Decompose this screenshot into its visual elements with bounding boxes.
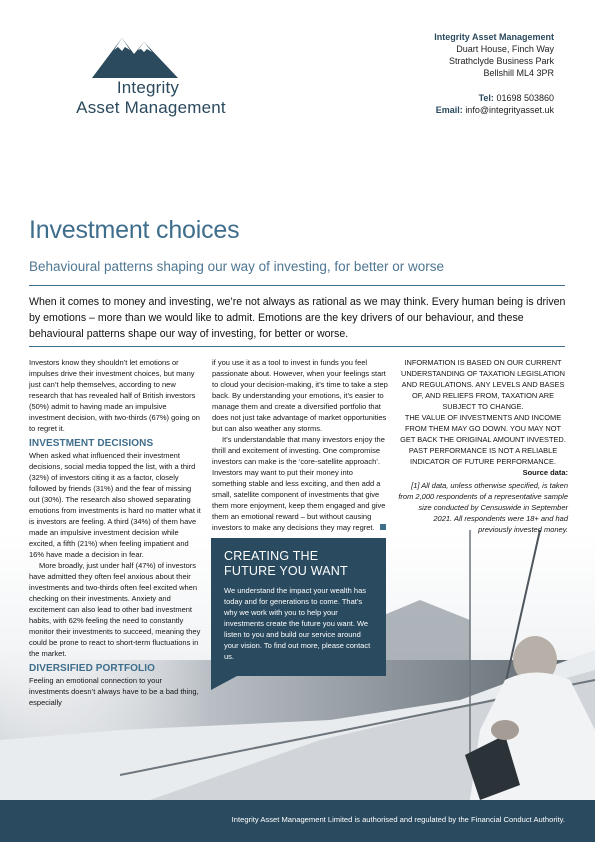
footer-regulatory-text: Integrity Asset Management Limited is authorised and regulated by the Financial Conduct Authority.: [231, 815, 565, 824]
heading-diversified-portfolio: DIVERSIFIED PORTFOLIO: [29, 663, 155, 674]
end-mark-icon: [380, 524, 386, 530]
divider-top: [29, 285, 565, 286]
logo-wordmark-line2: Asset Management: [76, 98, 226, 117]
address-tel: [479, 93, 554, 104]
page-subtitle: Behavioural patterns shaping our way of investing, for better or worse: [29, 259, 444, 274]
promo-box: [211, 538, 386, 676]
col1-paragraph-4: Feeling an emotional connection to your investments doesn’t always have to be a bad thing, especially: [29, 676, 199, 707]
address-company: Integrity Asset Management: [434, 32, 554, 42]
promo-title: [224, 549, 348, 579]
col1-paragraph-3: More broadly, just under half (47%) of investors have admitted they often feel anxious about their investments and two-thirds often feel excited when checking on their investments. Anxiety and excitement can also lead to other bad investment habits, with 62% feeling the need to constantly monitor their investments to succeed, meaning they could be prone to react to short-term fluctuations in the market.: [29, 561, 201, 658]
risk-disclaimer: THE VALUE OF INVESTMENTS AND INCOME FROM THEM MAY GO DOWN. YOU MAY NOT GET BACK THE ORIGINAL AMOUNT INVESTED. PAST PERFORMANCE IS NOT A RELIABLE INDICATOR OF FUTURE PERFORMANCE.: [400, 413, 566, 466]
mountain-logo-icon: [92, 30, 178, 78]
col2-paragraph-2-wrap: [212, 434, 388, 533]
address-line2: Strathclyde Business Park: [448, 56, 554, 66]
intro-paragraph: When it comes to money and investing, we’re not always as rational as we may think. Every human being is driven by emotions – more than we would like to admit. Emotions are the key drivers of our behaviour, and these behavioural patterns shape our way of investing, for better or worse.: [29, 296, 566, 340]
promo-flag-shape: [211, 676, 237, 690]
footer-bar: [0, 800, 595, 842]
column-3: [398, 357, 568, 535]
promo-body: We understand the impact your wealth has today and for generations to come. That’s why we work with you to help your investments create the future you want. We listen to you and build our service around your vision. To find out more, please contact us.: [224, 586, 371, 661]
email-link[interactable]: info@integrityasset.uk: [465, 105, 554, 115]
col1-paragraph-1: Investors know they shouldn’t let emotions or impulses drive their investment choices, but many just can’t help themselves, according to new research that has revealed half of British investors (50%) admit to having made an impulsive investment decision, with two-thirds (67%) going on to regret it.: [29, 358, 200, 433]
col1-paragraph-2: When asked what influenced their investment decisions, social media topped the list, with a third (32%) of investors citing it as a factor, closely followed by friends (31%) and the fear of missing out (30%). The research also showed separating emotions from investments is hard no matter what it is investors are feeling. A third (34%) of them have made an impulsive investment decision while excited, a fifth (21%) when feeling impatient and 16% have made a decision in fear.: [29, 451, 201, 559]
tax-disclaimer: INFORMATION IS BASED ON OUR CURRENT UNDERSTANDING OF TAXATION LEGISLATION AND REGULATIONS. ANY LEVELS AND BASES OF, AND RELIEFS FROM, TAXATION ARE SUBJECT TO CHANGE.: [401, 358, 565, 411]
source-heading: Source data:: [522, 468, 568, 477]
address-email: [436, 105, 554, 116]
heading-investment-decisions: INVESTMENT DECISIONS: [29, 438, 154, 449]
email-label: Email:: [435, 105, 463, 115]
source-text: [1] All data, unless otherwise specified, is taken from 2,000 respondents of a representative sample size conducted by Censuswide in September 2021. All respondents were 18+ and had previously invested money.: [398, 481, 568, 534]
address-line3: Bellshill ML4 3PR: [483, 68, 554, 78]
page-title: Investment choices: [29, 216, 240, 244]
tel-number[interactable]: 01698 503860: [496, 93, 554, 103]
col2-paragraph-1: if you use it as a tool to invest in funds you feel passionate about. However, when your feelings start to cloud your decision-making, it’s time to take a step back. By understanding your emotions, it’s easier to manage them and create a diversified portfolio that does not just take advantage of market opportunities but can also weather any storms.: [212, 358, 388, 433]
col2-paragraph-2: It’s understandable that many investors enjoy the thrill and excitement of investing. One compromise investors can make is the ‘core-satellite approach’. Investors may want to put their money into something stable and less exciting, and then add a small, satellite component of investments that give them more enjoyment, keep them engaged and give them an emotional reward – but without causing investors to make any decisions they may regret.: [212, 435, 386, 532]
column-2: [212, 357, 388, 533]
address-line1: Duart House, Finch Way: [456, 44, 554, 54]
promo-title-line1: CREATING THE: [224, 549, 319, 563]
tel-label: Tel:: [478, 93, 494, 103]
divider-bottom: [29, 346, 565, 347]
column-1: [29, 357, 203, 708]
promo-title-line2: FUTURE YOU WANT: [224, 564, 348, 578]
logo-wordmark-line1: Integrity: [116, 78, 180, 97]
